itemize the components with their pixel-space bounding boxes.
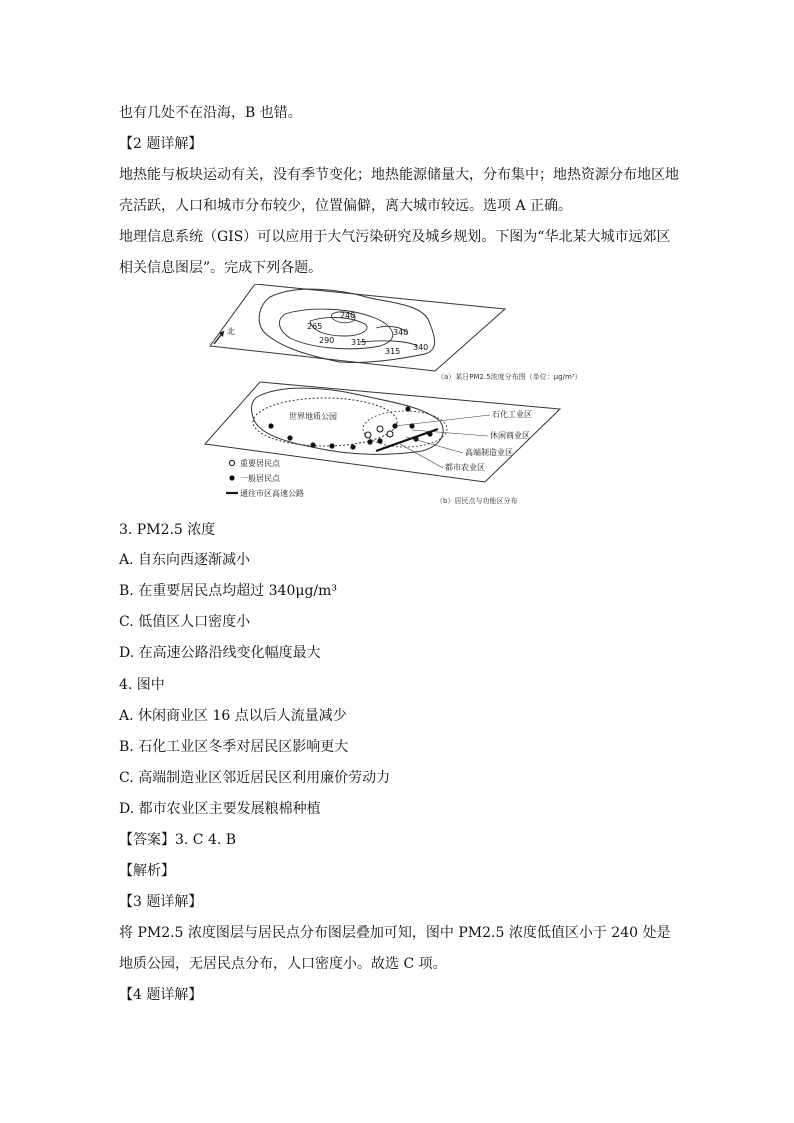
- settlement: [310, 442, 315, 447]
- option-3d: D. 在高速公路沿线变化幅度最大: [119, 645, 321, 661]
- settlement: [377, 438, 382, 443]
- settlement: [350, 444, 355, 449]
- legend-major-symbol: [229, 460, 234, 465]
- settlement: [287, 435, 292, 440]
- legend-settlement-symbol: [229, 475, 234, 480]
- settlement: [329, 443, 334, 448]
- major-settlement: [377, 426, 383, 432]
- paragraph: 将 PM2.5 浓度图层与居民点分布图层叠加可知，图中 PM2.5 浓度低值区小于 240 处是地质公园，无居民点分布，人口密度小。故选 C 项。: [119, 925, 671, 972]
- contour-value: 265: [307, 322, 323, 331]
- question-3: 3. PM2.5 浓度: [119, 522, 216, 538]
- layer-a-plane: [210, 284, 505, 371]
- gis-layer-figure: [200, 284, 620, 514]
- option-3b: B. 在重要居民点均超过 340μg/m³: [119, 583, 338, 599]
- geopark-label: 世界地质公园: [289, 412, 337, 421]
- contour-value: 340: [413, 343, 429, 352]
- major-settlement: [365, 432, 371, 438]
- caption-a: （a）某日PM2.5浓度分布图（单位：μg/m³）: [437, 373, 582, 381]
- paragraph: 地热能与板块运动有关，没有季节变化；地热能源储量大，分布集中；地热资源分布地区地壳活跃，人口和城市分布较少，位置偏僻，离大城市较远。选项 A 正确。: [119, 167, 679, 214]
- settlement: [268, 423, 273, 428]
- answer-line: 【答案】3. C 4. B: [119, 832, 237, 848]
- legend-label: 一般居民点: [240, 474, 280, 483]
- zone-label: 休闲商业区: [490, 431, 530, 440]
- zone-label: 都市农业区: [445, 463, 485, 472]
- paragraph: 地理信息系统（GIS）可以应用于大气污染研究及城乡规划。下图为“华北某大城市远郊区相关信息图层”。完成下列各题。: [119, 229, 671, 276]
- settlement: [405, 406, 410, 411]
- contour-value: 315: [351, 338, 367, 347]
- option-4b: B. 石化工业区冬季对居民区影响更大: [119, 739, 349, 755]
- analysis-heading: 【解析】: [119, 863, 175, 879]
- zone-label: 高端制造业区: [465, 448, 513, 457]
- caption-b: （b）居民点与功能区分布: [436, 497, 518, 505]
- text-line: 也有几处不在沿海，B 也错。: [119, 105, 302, 121]
- option-3a: A. 自东向西逐渐减小: [119, 552, 251, 568]
- settlement: [367, 439, 372, 444]
- section-heading: 【3 题详解】: [119, 894, 203, 910]
- zone-label: 石化工业区: [492, 410, 532, 419]
- contour-value: 340: [393, 328, 409, 337]
- north-label: 北: [227, 327, 235, 336]
- option-4a: A. 休闲商业区 16 点以后人流量减少: [119, 708, 347, 724]
- contour-value: 240: [340, 311, 356, 320]
- option-4c: C. 高端制造业区邻近居民区利用廉价劳动力: [119, 770, 391, 786]
- contour-value: 290: [319, 336, 335, 345]
- legend-label: 通往市区高速公路: [240, 489, 304, 498]
- option-4d: D. 都市农业区主要发展粮棉种植: [119, 801, 321, 817]
- section-heading: 【4 题详解】: [119, 987, 203, 1003]
- major-settlement: [387, 431, 393, 437]
- question-4: 4. 图中: [119, 677, 165, 693]
- contour-value: 315: [385, 347, 401, 356]
- settlement: [427, 431, 432, 436]
- legend-label: 重要居民点: [240, 459, 280, 468]
- option-3c: C. 低值区人口密度小: [119, 614, 251, 630]
- section-heading: 【2 题详解】: [119, 136, 203, 152]
